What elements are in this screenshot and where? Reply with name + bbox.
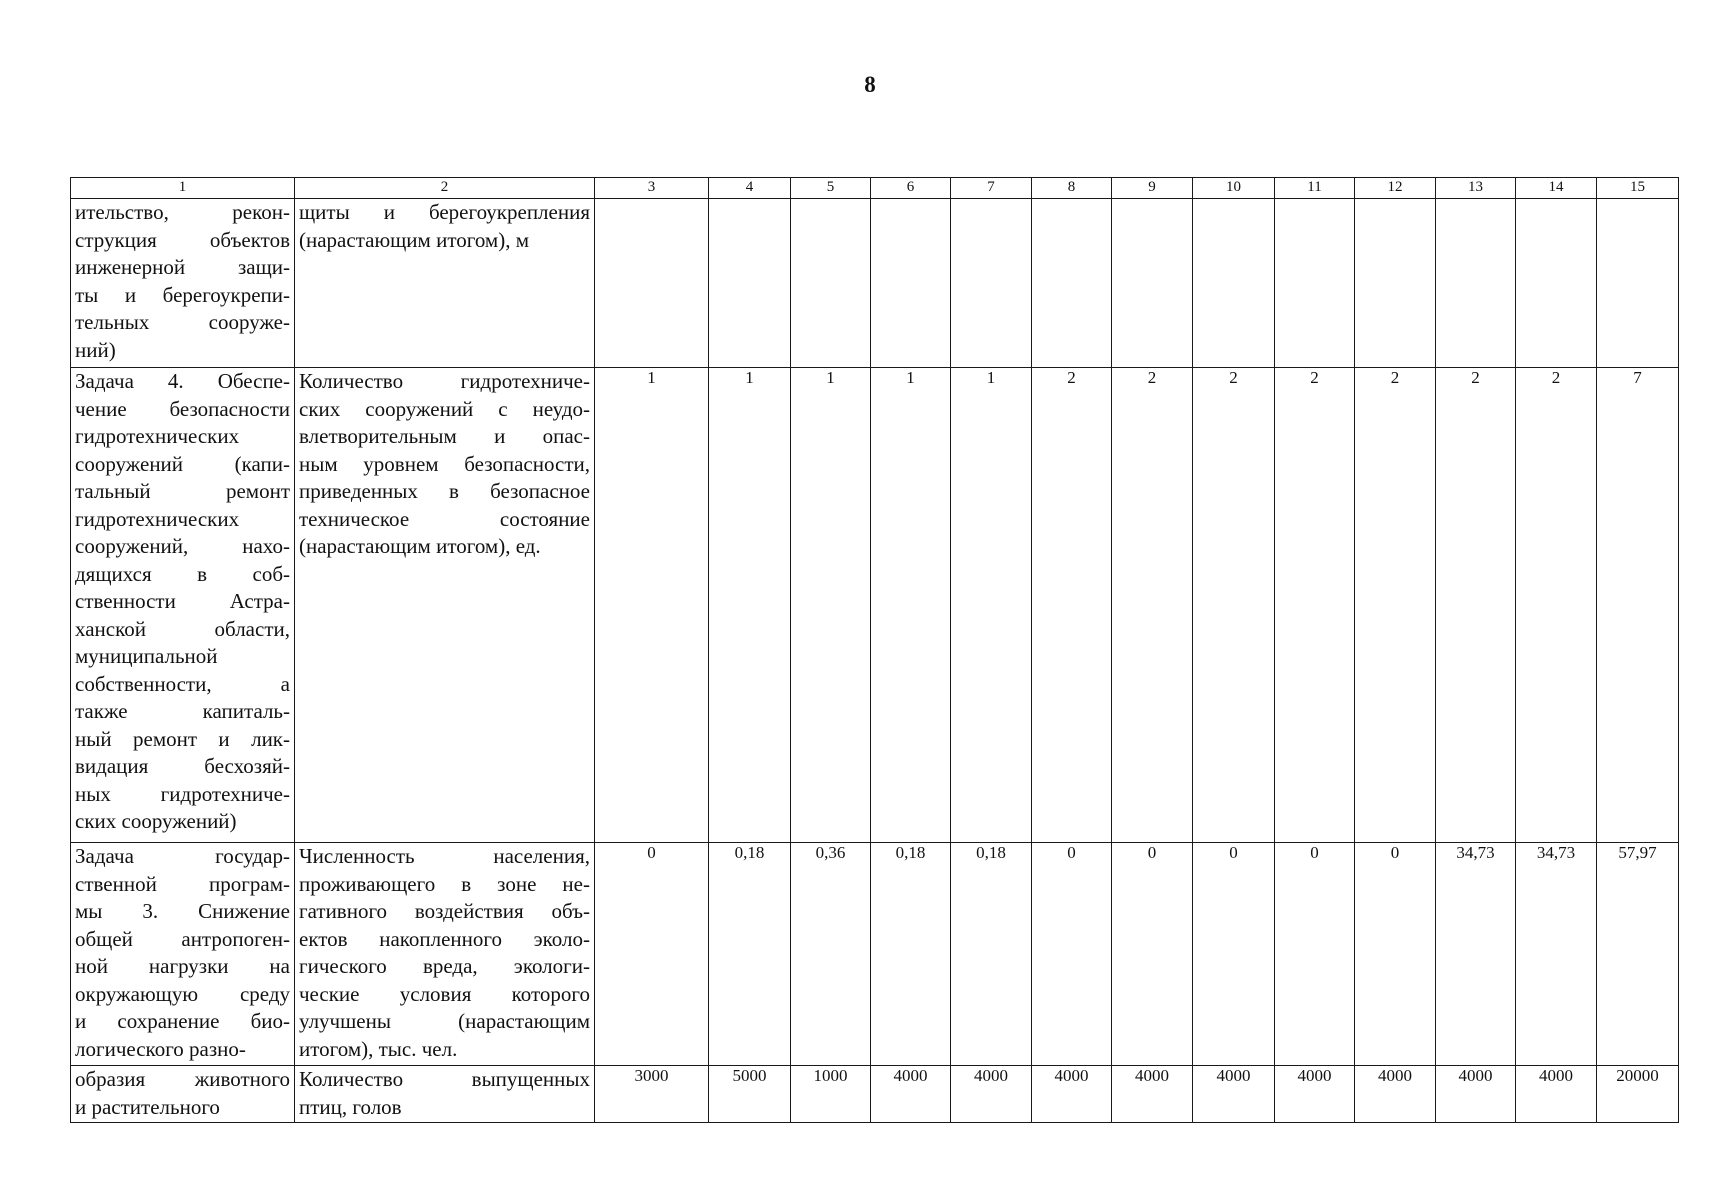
table-row [71,368,1679,843]
value-cell: 4000 [1193,1066,1275,1123]
value-cell: 1 [791,368,871,843]
indicator-text-line: ным уровнем безопасности, [299,451,590,476]
value-cell: 0 [1355,843,1436,1066]
task-text-line: ских сооружений) [75,809,237,833]
value-cell [1516,199,1597,368]
value-cell [709,199,791,368]
indicator-cell [295,368,595,843]
column-number-row [71,178,1679,199]
value-cell: 20000 [1597,1066,1679,1123]
value-cell: 0,36 [791,843,871,1066]
value-cell: 2 [1032,368,1112,843]
task-text-line: Задача государ- [75,844,290,868]
task-text-line: инженерной защи- [75,255,290,279]
task-text-line: также капиталь- [75,699,290,723]
value-cell: 2 [1193,368,1275,843]
indicator-text-line: ческие условия которого [299,981,590,1006]
value-cell: 4000 [1355,1066,1436,1123]
value-cell [1032,199,1112,368]
task-text-line: сооружений (капи- [75,451,290,476]
value-cell [871,199,951,368]
task-text-line: муниципальной [75,644,218,668]
value-cell [1355,199,1436,368]
value-cell [1597,199,1679,368]
value-cell: 2 [1112,368,1193,843]
task-cell [71,843,295,1066]
task-text-line: тальный ремонт [75,479,290,503]
task-text-line: мы 3. Снижение [75,899,290,923]
task-text-line: и сохранение био- [75,1009,290,1033]
value-cell [791,199,871,368]
task-text-line: чение безопасности [75,396,290,421]
value-cell: 0,18 [871,843,951,1066]
value-cell: 7 [1597,368,1679,843]
task-text-line: образия животного [75,1067,290,1091]
indicator-cell [295,843,595,1066]
value-cell: 0 [595,843,709,1066]
task-text-line: струкция объектов [75,227,290,252]
task-text-line: ственности Астра- [75,589,290,613]
column-number-1: 1 [71,178,295,199]
value-cell: 57,97 [1597,843,1679,1066]
value-cell [1275,199,1355,368]
indicator-text-line: приведенных в безопасное [299,479,590,503]
value-cell: 4000 [1032,1066,1112,1123]
value-cell: 5000 [709,1066,791,1123]
task-cell [71,368,295,843]
indicator-text-line: Количество выпущенных [299,1067,590,1091]
column-number-7: 7 [951,178,1032,199]
task-text-line: ний) [75,337,116,362]
value-cell: 0 [1112,843,1193,1066]
column-number-12: 12 [1355,178,1436,199]
indicator-cell [295,199,595,368]
task-text-line: ты и берегоукрепи- [75,282,290,307]
value-cell: 0,18 [709,843,791,1066]
value-cell [595,199,709,368]
task-cell [71,1066,295,1123]
value-cell: 2 [1516,368,1597,843]
task-text-line: и растительного [75,1094,220,1119]
value-cell: 1000 [791,1066,871,1123]
value-cell: 4000 [1112,1066,1193,1123]
page-number: 8 [864,72,876,97]
column-number-15: 15 [1597,178,1679,199]
indicators-table [70,177,1679,1123]
task-cell [71,199,295,368]
indicator-text-line: ектов накопленного эколо- [299,926,590,951]
column-number-4: 4 [709,178,791,199]
value-cell [1436,199,1516,368]
value-cell [1193,199,1275,368]
indicator-text-line: щиты и берегоукрепления [299,200,590,224]
value-cell: 1 [595,368,709,843]
indicator-cell [295,1066,595,1123]
table-row [71,1066,1679,1123]
column-number-3: 3 [595,178,709,199]
value-cell: 2 [1436,368,1516,843]
indicator-text-line: Численность населения, [299,844,590,868]
column-number-14: 14 [1516,178,1597,199]
indicator-text-line: гативного воздействия объ- [299,899,590,923]
value-cell: 0,18 [951,843,1032,1066]
task-text-line: общей антропоген- [75,926,290,951]
column-number-8: 8 [1032,178,1112,199]
task-text-line: гидротехнических [75,506,240,531]
task-text-line: видация бесхозяй- [75,754,290,778]
value-cell: 2 [1275,368,1355,843]
indicator-text-line: гического вреда, экологи- [299,954,590,978]
column-number-5: 5 [791,178,871,199]
table-row [71,843,1679,1066]
task-text-line: Задача 4. Обеспе- [75,369,290,393]
indicator-text-line: (нарастающим итогом), ед. [299,534,541,558]
indicator-text-line: проживающего в зоне не- [299,871,590,896]
value-cell [1112,199,1193,368]
value-cell: 1 [871,368,951,843]
task-text-line: гидротехнических [75,424,240,448]
indicator-text-line: (нарастающим итогом), м [299,227,529,252]
value-cell: 4000 [951,1066,1032,1123]
value-cell: 1 [709,368,791,843]
column-number-11: 11 [1275,178,1355,199]
value-cell: 34,73 [1516,843,1597,1066]
value-cell: 34,73 [1436,843,1516,1066]
column-number-9: 9 [1112,178,1193,199]
value-cell: 0 [1193,843,1275,1066]
column-number-6: 6 [871,178,951,199]
value-cell: 2 [1355,368,1436,843]
table-row [71,199,1679,368]
task-text-line: ханской области, [75,616,290,641]
value-cell: 4000 [1516,1066,1597,1123]
column-number-10: 10 [1193,178,1275,199]
column-number-2: 2 [295,178,595,199]
task-text-line: тельных сооруже- [75,310,290,334]
task-text-line: окружающую среду [75,981,290,1006]
value-cell: 0 [1275,843,1355,1066]
value-cell: 3000 [595,1066,709,1123]
task-text-line: собственности, а [75,671,290,696]
value-cell: 4000 [1275,1066,1355,1123]
column-number-13: 13 [1436,178,1516,199]
indicator-text-line: влетворительным и опас- [299,424,590,448]
value-cell: 4000 [871,1066,951,1123]
value-cell: 4000 [1436,1066,1516,1123]
indicator-text-line: улучшены (нарастающим [299,1009,590,1033]
task-text-line: ный ремонт и лик- [75,726,290,751]
value-cell [951,199,1032,368]
task-text-line: логического разно- [75,1036,246,1061]
task-text-line: сооружений, нахо- [75,534,290,558]
indicator-text-line: техническое состояние [299,506,590,531]
indicator-text-line: птиц, голов [299,1094,402,1119]
task-text-line: ственной програм- [75,871,290,896]
task-text-line: ных гидротехниче- [75,781,290,806]
indicator-text-line: итогом), тыс. чел. [299,1036,458,1061]
indicator-text-line: ских сооружений с неудо- [299,396,590,421]
task-text-line: ительство, рекон- [75,200,290,224]
task-text-line: ной нагрузки на [75,954,290,978]
indicator-text-line: Количество гидротехниче- [299,369,590,393]
value-cell: 0 [1032,843,1112,1066]
task-text-line: дящихся в соб- [75,561,290,586]
value-cell: 1 [951,368,1032,843]
